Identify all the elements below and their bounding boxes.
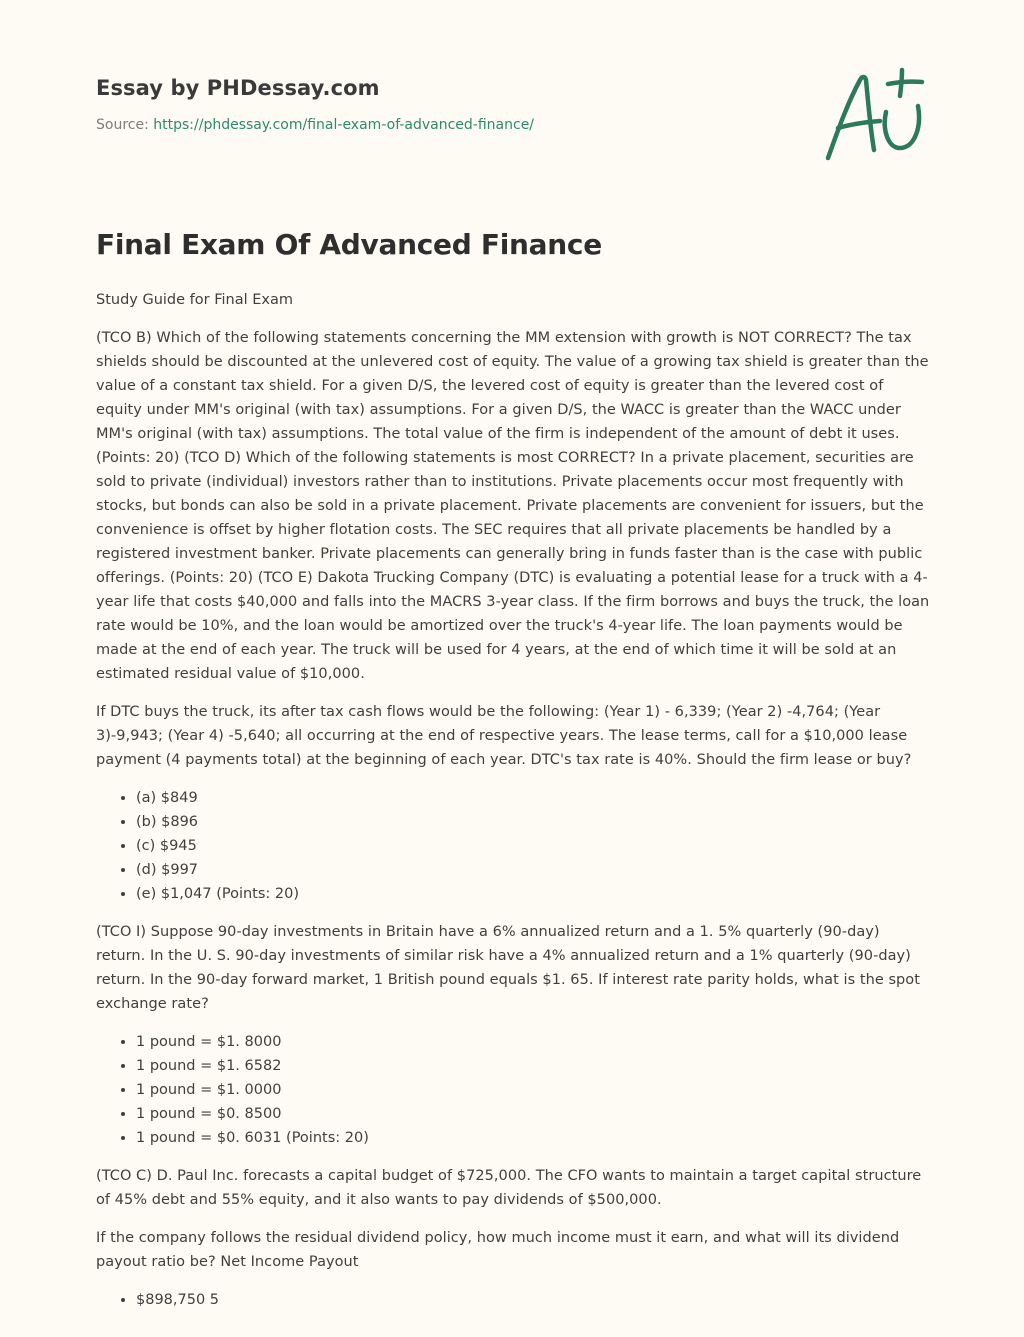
source-line: [96, 117, 796, 133]
list-item: • (e) $1,047 (Points: 20): [136, 882, 930, 906]
paragraph: If DTC buys the truck, its after tax cash flows would be the following: (Year 1) - 6,339; (Year 2) -4,764; (Year 3)-9,943; (Year 4) -5,640; all occurring at the end of respective years. The lease terms, call for a $10,000 lease payment (4 payments total) at the beginning of each year. DTC's tax rate is 40%. Should the firm lease or buy?: [96, 704, 912, 768]
a-plus-logo-icon: [818, 66, 928, 166]
paragraph: (TCO C) D. Paul Inc. forecasts a capital budget of $725,000. The CFO wants to maintain a target capital structure of 45% debt and 55% equity, and it also wants to pay dividends of $500,000.: [96, 1168, 922, 1208]
source-link[interactable]: https://phdessay.com/final-exam-of-advanced-finance/: [153, 117, 535, 133]
paragraph: (TCO B) Which of the following statements concerning the MM extension with growth is NOT CORRECT? The tax shields should be discounted at the unlevered cost of equity. The value of a growing tax shield is greater than the value of a constant tax shield. For a given D/S, the levered cost of equity is greater than the levered cost of equity under MM's original (with tax) assumptions. For a given D/S, the WACC is greater than the WACC under MM's original (with tax) assumptions. The total value of the firm is independent of the amount of debt it uses. (Points: 20) (TCO D) Which of the following statements is most CORRECT? In a private placement, securities are sold to private (individual) investors rather than to institutions. Private placements occur most frequently with stocks, but bonds can also be sold in a private placement. Private placements are convenient for issuers, but the convenience is offset by higher flotation costs. The SEC requires that all private placements be handled by a registered investment banker. Private placements can generally bring in funds faster than is the case with public offerings. (Points: 20) (TCO E) Dakota Trucking Company (DTC) is evaluating a potential lease for a truck with a 4-year life that costs $40,000 and falls into the MACRS 3-year class. If the firm borrows and buys the truck, the loan rate would be 10%, and the loan would be amortized over the truck's 4-year life. The loan payments would be made at the end of each year. The truck will be used for 4 years, at the end of which time it will be sold at an estimated residual value of $10,000.: [96, 330, 930, 682]
list-item: • 1 pound = $1. 0000: [136, 1078, 930, 1102]
list-item: • 1 pound = $0. 6031 (Points: 20): [136, 1126, 930, 1150]
list-item: • 1 pound = $1. 8000: [136, 1030, 930, 1054]
site-header: [96, 76, 796, 133]
answer-list: [96, 1030, 930, 1150]
article-title: Final Exam Of Advanced Finance: [96, 228, 602, 261]
list-item: • (c) $945: [136, 834, 930, 858]
site-title: Essay by PHDessay.com: [96, 76, 380, 100]
list-item: • 1 pound = $1. 6582: [136, 1054, 930, 1078]
answer-list: [96, 1288, 930, 1312]
source-label: Source:: [96, 117, 154, 133]
article-subtitle: Study Guide for Final Exam: [96, 292, 293, 308]
list-item: • 1 pound = $0. 8500: [136, 1102, 930, 1126]
list-item: • (b) $896: [136, 810, 930, 834]
answer-list: [96, 786, 930, 906]
paragraph: (TCO I) Suppose 90-day investments in Britain have a 6% annualized return and a 1. 5% quarterly (90-day) return. In the U. S. 90-day investments of similar risk have a 4% annualized return and a 1% quarterly (90-day) return. In the 90-day forward market, 1 British pound equals $1. 65. If interest rate parity holds, what is the spot exchange rate?: [96, 924, 920, 1012]
list-item: • (a) $849: [136, 786, 930, 810]
article: [96, 226, 930, 1312]
list-item: • $898,750 5: [136, 1288, 930, 1312]
paragraph: If the company follows the residual dividend policy, how much income must it earn, and what will its dividend payout ratio be? Net Income Payout: [96, 1230, 900, 1270]
list-item: • (d) $997: [136, 858, 930, 882]
